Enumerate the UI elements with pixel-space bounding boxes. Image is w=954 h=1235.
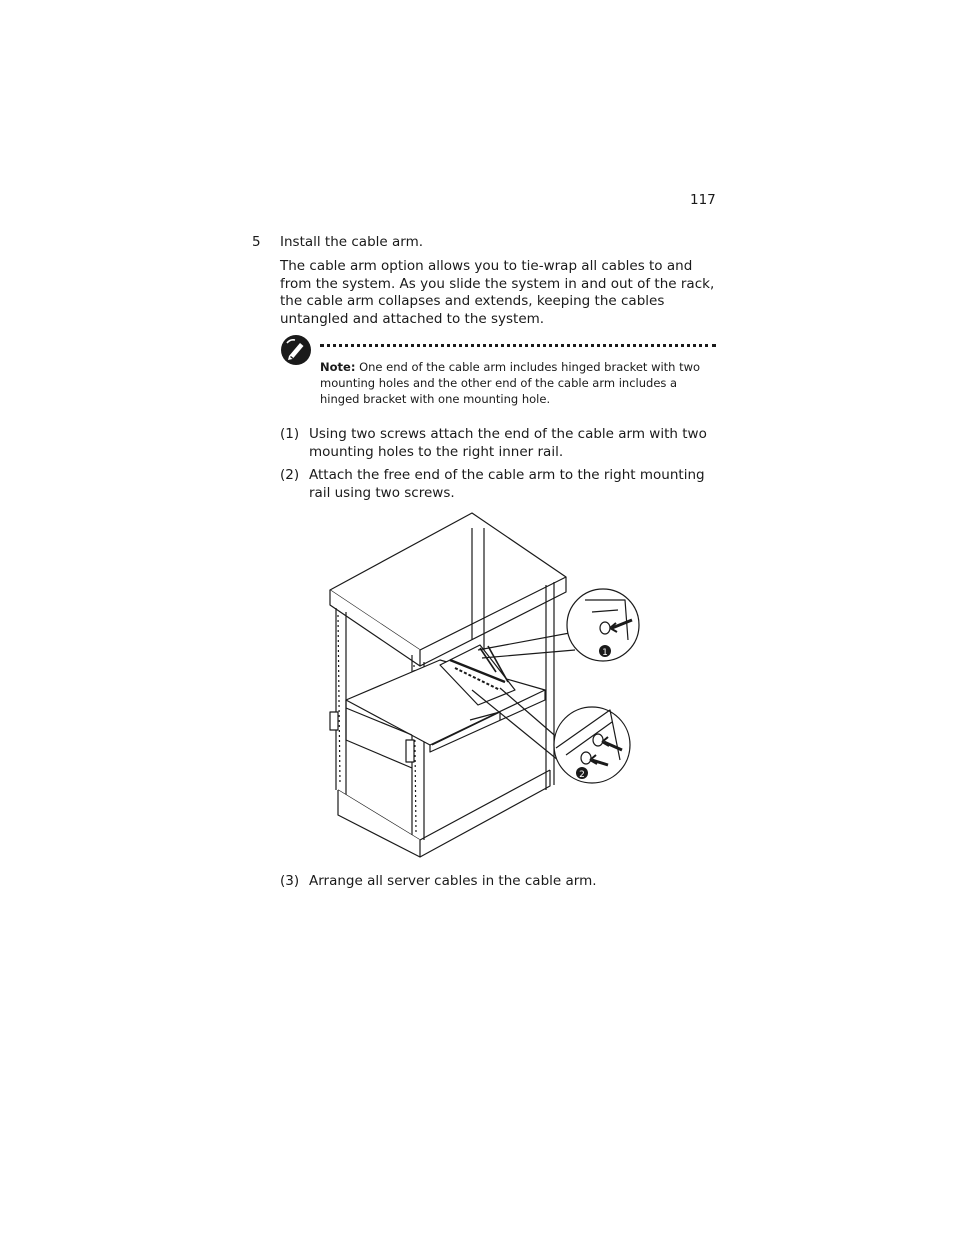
- page-number: 117: [690, 192, 716, 208]
- rack-cable-arm-figure: [300, 505, 650, 865]
- substep-number: (3): [280, 873, 300, 889]
- step-number: 5: [252, 234, 261, 250]
- substep-text: Arrange all server cables in the cable arm.: [309, 873, 597, 889]
- step-title: Install the cable arm.: [280, 234, 424, 250]
- substep-number: (1): [280, 426, 300, 442]
- callout-2-label: 2: [579, 770, 585, 780]
- note-label: Note:: [320, 360, 356, 374]
- callout-1-label: 1: [602, 648, 608, 658]
- substep-text: Attach the free end of the cable arm to the right mounting rail using two screws.: [309, 467, 705, 501]
- note-text: [320, 360, 716, 407]
- note-pencil-icon: [280, 334, 312, 366]
- note-body: One end of the cable arm includes hinged bracket with two mounting holes and the other end of the cable arm includes a hinged bracket with one mounting hole.: [320, 360, 701, 406]
- substep-number: (2): [280, 467, 300, 483]
- note-divider: [320, 344, 716, 347]
- step-paragraph: The cable arm option allows you to tie-wrap all cables to and from the system. As you slide the system in and out of the rack, the cable arm collapses and extends, keeping the cables untangled and attached to the system.: [280, 258, 715, 327]
- substep-text: Using two screws attach the end of the cable arm with two mounting holes to the right inner rail.: [309, 426, 707, 460]
